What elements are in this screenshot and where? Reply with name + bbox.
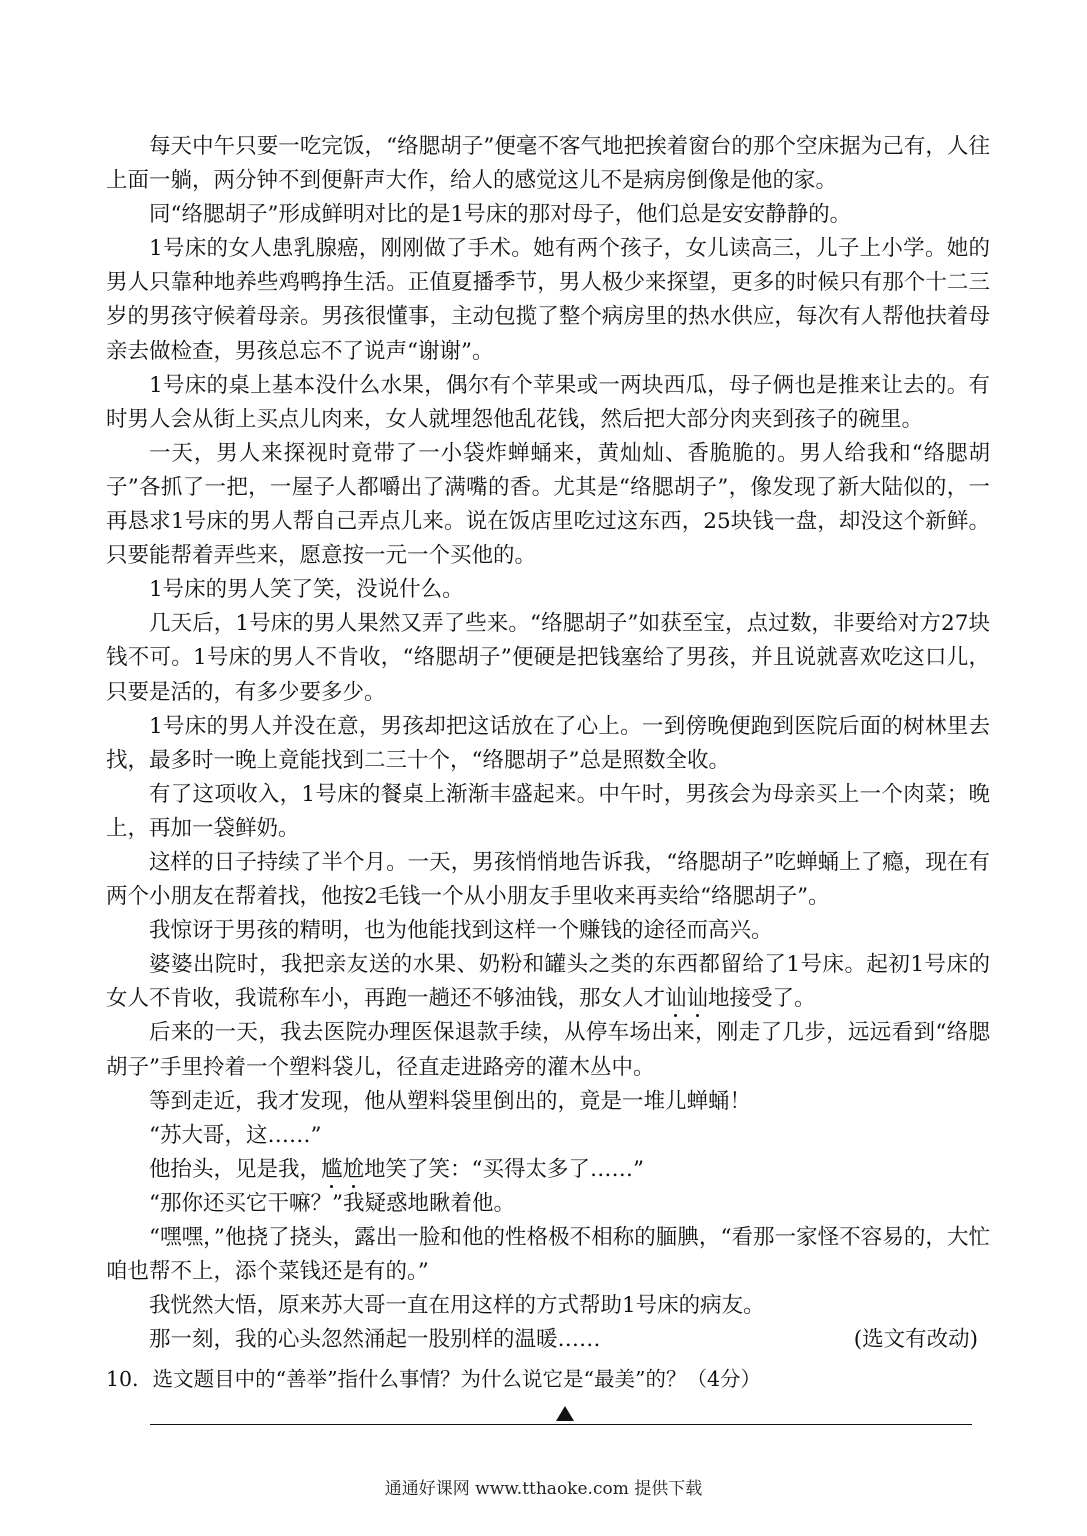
emphasis-char: 尴: [321, 1156, 343, 1182]
paragraph-15: “苏大哥，这……”: [149, 1122, 322, 1148]
paragraph-14: 等到走近，我才发现，他从塑料袋里倒出的，竟是一堆儿蝉蛹！: [149, 1088, 752, 1114]
paragraph-16-text-end: 地笑了笑：“买得太多了……”: [364, 1156, 645, 1182]
answer-line[interactable]: [150, 1424, 972, 1425]
answer-triangle-icon: [556, 1406, 574, 1421]
emphasis-char: 讪: [686, 986, 709, 1012]
emphasis-char: 尬: [342, 1156, 365, 1182]
paragraph-11: 我惊讶于男孩的精明，也为他能找到这样一个赚钱的途径而高兴。: [149, 918, 773, 944]
paragraph-19: 我恍然大悟，原来苏大哥一直在用这样的方式帮助1号床的病友。: [149, 1293, 765, 1319]
page-footer: 通通好课网 www.tthaoke.com 提供下载: [384, 1479, 703, 1499]
paragraph-10: 这样的日子持续了半个月。一天，男孩悄悄地告诉我，“络腮胡子”吃蝉蛹上了瘾，现在有两个小朋友在帮着找，他按2毛钱一个从小朋友手里收来再卖给“络腮胡子”。: [106, 849, 990, 910]
paragraph-8: 1号床的男人并没在意，男孩却把这话放在了心上。一到傍晚便跑到医院后面的树林里去找，最多时一晚上竟能找到二三十个，“络腮胡子”总是照数全收。: [106, 713, 990, 773]
paragraph-16-text: 他抬头，见是我，: [149, 1156, 322, 1182]
paragraph-13: 后来的一天，我去医院办理医保退款手续，从停车场出来，刚走了几步，远远看到“络腮胡子”手里拎着一个塑料袋儿，径直走进路旁的灌木丛中。: [106, 1020, 990, 1080]
source-note: (选文有改动): [853, 1327, 978, 1353]
paragraph-17: “那你还买它干嘛？”我疑惑地瞅着他。: [149, 1190, 515, 1216]
paragraph-6: 1号床的男人笑了笑，没说什么。: [149, 577, 464, 603]
article-body: [106, 130, 990, 1357]
paragraph-16: [106, 1153, 990, 1187]
question-10: 10．选文题目中的“善举”指什么事情？为什么说它是“最美”的？（4分）: [106, 1367, 762, 1391]
paragraph-12: [106, 948, 990, 1016]
closing-line: 那一刻，我的心头忽然涌起一股别样的温暖……: [149, 1327, 601, 1353]
paragraph-5: 一天，男人来探视时竟带了一小袋炸蝉蛹来，黄灿灿、香脆脆的。男人给我和“络腮胡子”各抓了一把，一屋子人都嚼出了满嘴的香。尤其是“络腮胡子”，像发现了新大陆似的，一再恳求1号床的男人帮自己弄点儿来。说在饭店里吃过这东西，25块钱一盘，却没这个新鲜。只要能帮着弄些来，愿意按一元一个买他的。: [106, 440, 990, 569]
paragraph-3: 1号床的女人患乳腺癌，刚刚做了手术。她有两个孩子，女儿读高三，儿子上小学。她的男人只靠种地养些鸡鸭挣生活。正值夏播季节，男人极少来探望，更多的时候只有那个十二三岁的男孩守候着母亲。男孩很懂事，主动包揽了整个病房里的热水供应，每次有人帮他扶着母亲去做检查，男孩总忘不了说声“谢谢”。: [106, 236, 990, 364]
paragraph-9: 有了这项收入，1号床的餐桌上渐渐丰盛起来。中午时，男孩会为母亲买上一个肉菜；晚上，再加一袋鲜奶。: [106, 781, 990, 841]
paragraph-2: 同“络腮胡子”形成鲜明对比的是1号床的那对母子，他们总是安安静静的。: [149, 202, 852, 228]
paragraph-7: 几天后，1号床的男人果然又弄了些来。“络腮胡子”如获至宝，点过数，非要给对方27块钱不可。1号床的男人不肯收，“络腮胡子”便硬是把钱塞给了男孩，并且说就喜欢吃这口儿，只要是活的，有多少要多少。: [106, 611, 990, 705]
paragraph-1: 每天中午只要一吃完饭，“络腮胡子”便毫不客气地把挨着窗台的那个空床据为己有，人往上面一躺，两分钟不到便鼾声大作，给人的感觉这儿不是病房倒像是他的家。: [106, 134, 990, 194]
paragraph-18: “嘿嘿，”他挠了挠头，露出一脸和他的性格极不相称的腼腆，“看那一家怪不容易的，大忙咱也帮不上，添个菜钱还是有的。”: [106, 1225, 990, 1285]
paragraph-20: [106, 1323, 990, 1357]
paragraph-4: 1号床的桌上基本没什么水果，偶尔有个苹果或一两块西瓜，母子俩也是推来让去的。有时男人会从街上买点儿肉来，女人就埋怨他乱花钱，然后把大部分肉夹到孩子的碗里。: [106, 372, 990, 432]
paragraph-12-text-end: 地接受了。: [708, 986, 816, 1012]
paragraph-12-text: 婆婆出院时，我把亲友送的水果、奶粉和罐头之类的东西都留给了1号床。起初1号床的女人不肯收，我谎称车小，再跑一趟还不够油钱，那女人才: [106, 952, 990, 1012]
emphasis-char: 讪: [665, 986, 687, 1012]
